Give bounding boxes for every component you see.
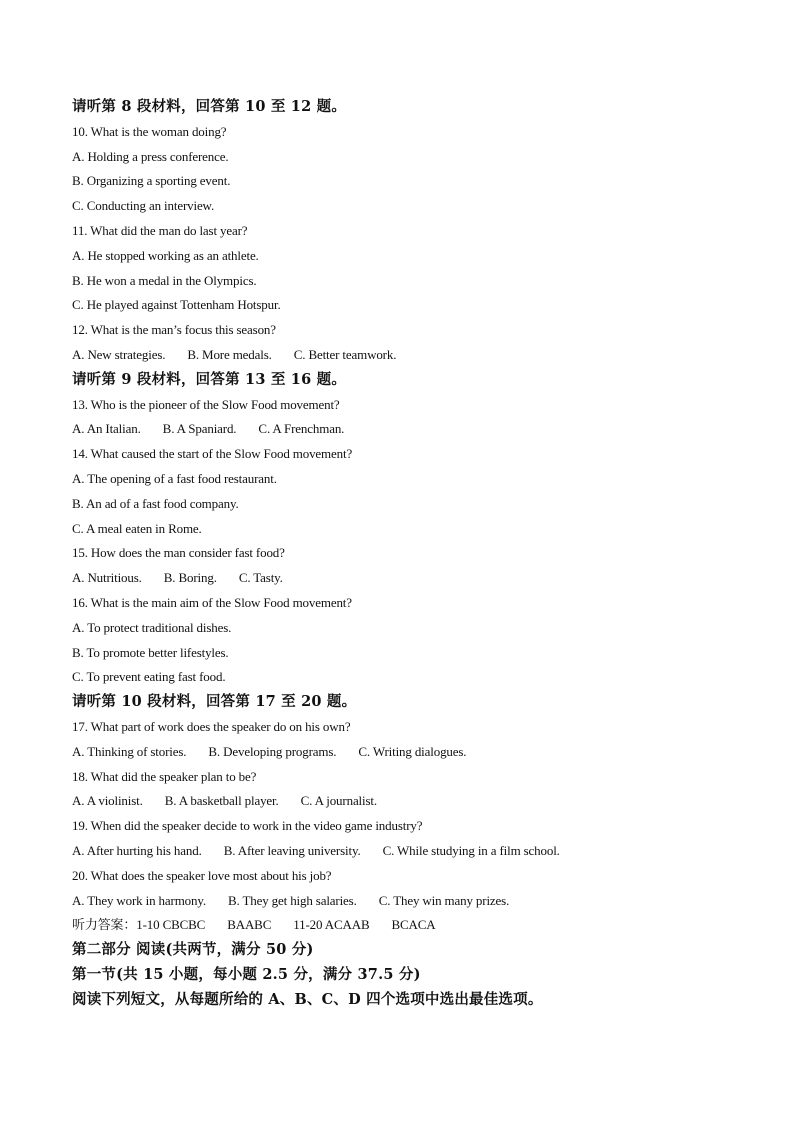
option: A. Nutritious. [72,570,142,586]
option-row [72,839,732,864]
option: B. They get high salaries. [227,892,357,908]
option: A. An Italian. [72,421,141,437]
answer-group: 11-20 ACAAB [293,917,370,933]
option: B. Developing programs. [208,743,337,759]
question-stem: 20. What does the speaker love most about his job? [72,867,332,883]
question-stem: 18. What did the speaker plan to be? [72,768,257,784]
option: A. He stopped working as an athlete. [72,247,259,263]
question-stem: 14. What caused the start of the Slow Food movement? [72,446,353,462]
answer-group: BCACA [391,917,436,933]
option: A. To protect traditional dishes. [72,619,232,635]
question-stem: 11. What did the man do last year? [72,222,248,238]
section-heading: 请听第 8 段材料，回答第 10 至 12 题。 [72,98,347,115]
option: B. A Spaniard. [162,421,237,437]
question-stem: 12. What is the man’s focus this season? [72,322,276,338]
listening-answers [72,913,732,938]
option: C. Better teamwork. [293,346,397,362]
option-row [72,343,732,368]
option: B. More medals. [187,346,272,362]
question-stem: 17. What part of work does the speaker do on his own? [72,718,351,734]
option: B. He won a medal in the Olympics. [72,272,257,288]
option: A. The opening of a fast food restaurant. [72,470,277,486]
option: B. Boring. [163,570,217,586]
option: B. An ad of a fast food company. [72,495,239,511]
option: C. Tasty. [238,570,283,586]
option: A. New strategies. [72,346,166,362]
option: C. Conducting an interview. [72,198,215,214]
instruction: 阅读下列短文，从每题所给的 A、B、C、D 四个选项中选出最佳选项。 [72,990,543,1008]
option: B. To promote better lifestyles. [72,644,229,660]
exam-content [72,95,732,1012]
option: A. Holding a press conference. [72,148,229,164]
option-row [72,740,732,765]
option: C. A journalist. [300,793,377,809]
option: C. While studying in a film school. [382,842,560,858]
question-stem: 10. What is the woman doing? [72,123,227,139]
option: B. A basketball player. [164,793,279,809]
question-stem: 16. What is the main aim of the Slow Food movement? [72,594,352,610]
option: A. Thinking of stories. [72,743,187,759]
option: C. He played against Tottenham Hotspur. [72,297,281,313]
option: B. After leaving university. [223,842,361,858]
option: A. After hurting his hand. [72,842,202,858]
option: C. A meal eaten in Rome. [72,520,202,536]
option: C. A Frenchman. [258,421,345,437]
answer-label: 听力答案：1-10 CBCBC [72,917,206,933]
question-stem: 19. When did the speaker decide to work in the video game industry? [72,818,423,834]
question-stem: 15. How does the man consider fast food? [72,545,285,561]
part-title: 第二部分 阅读(共两节，满分 50 分) [72,941,314,959]
section-heading: 请听第 9 段材料，回答第 13 至 16 题。 [72,370,347,388]
option-row [72,789,732,814]
option-row [72,889,732,914]
option-row [72,566,732,591]
question-stem: 13. Who is the pioneer of the Slow Food movement? [72,396,340,412]
option: C. To prevent eating fast food. [72,669,226,685]
option: A. They work in harmony. [72,892,206,908]
answer-group: BAABC [227,917,272,933]
option: C. Writing dialogues. [358,743,467,759]
option: B. Organizing a sporting event. [72,173,231,189]
option: C. They win many prizes. [378,892,510,908]
section-heading: 请听第 10 段材料，回答第 17 至 20 题。 [72,693,357,711]
section-title: 第一节(共 15 小题，每小题 2.5 分，满分 37.5 分) [72,965,421,983]
option-row [72,417,732,442]
option: A. A violinist. [72,793,143,809]
